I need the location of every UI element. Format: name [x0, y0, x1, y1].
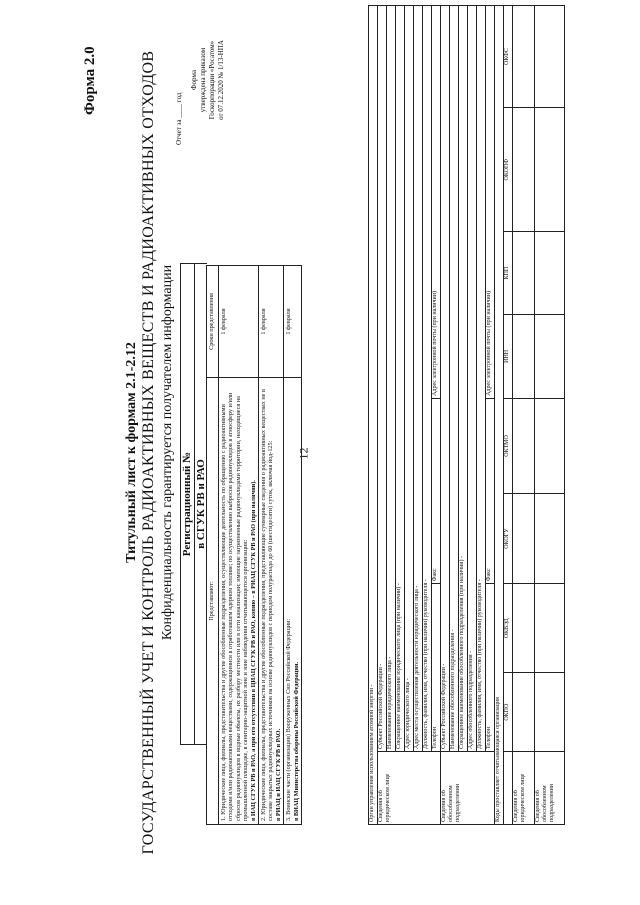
- approved-by: утверждена приказом: [199, 47, 207, 113]
- approval-block: [175, 15, 226, 145]
- subdivision-label: Сведения об обособленном подразделении: [441, 752, 495, 825]
- code-okfs: ОКФС: [504, 6, 513, 108]
- legal-row: Адрес юридического лица -: [405, 6, 414, 752]
- title-line-1: Титульный лист к формам 2.1-2.12: [124, 342, 139, 563]
- code-cell[interactable]: [535, 494, 565, 584]
- code-kpp: КПП: [504, 232, 513, 315]
- page-number: 12: [296, 447, 311, 460]
- row-1-sub: в ИАЦ СГУК РВ и РАО, а при его отсутствии в ЦИАЦ СГУК РВ и РАО, копию – в РИАЦ СГУК РВ и РАО (при наличии).: [249, 480, 257, 821]
- col-submitters-header: Представляют:: [207, 378, 219, 825]
- table-row: [259, 266, 284, 825]
- codes-sub-label: Сведения об обособленном подразделении: [535, 752, 565, 825]
- row-3-sub: в ВИАЦ Министерства обороны Российской Федерации.: [292, 661, 300, 821]
- code-cell[interactable]: [535, 6, 565, 108]
- code-cell[interactable]: [535, 398, 565, 493]
- code-cell[interactable]: [513, 232, 535, 315]
- code-cell[interactable]: [513, 398, 535, 493]
- code-cell[interactable]: [513, 584, 535, 673]
- sub-row: Должность, фамилия, имя, отчество (при наличии) руководителя -: [477, 6, 486, 752]
- row-3-text: 3. Воинские части (организации) Вооруженных Сил Российской Федерации:: [285, 618, 293, 821]
- table-row: [284, 266, 302, 825]
- legal-row: Субъект Российской Федерации -: [378, 6, 387, 752]
- row-2-deadline: 1 февраля: [259, 266, 284, 378]
- sub-row: Сокращенное наименование обособленного подразделения (при наличии) -: [459, 6, 468, 752]
- organization-table: [368, 5, 565, 825]
- legal-entity-label: Сведения об юридическом лице: [378, 752, 441, 825]
- codes-corner: [504, 752, 513, 825]
- organ-row: Орган управления использованием атомной энергии -: [369, 6, 378, 825]
- code-okogu: ОКОГУ: [504, 494, 513, 584]
- code-cell[interactable]: [535, 108, 565, 232]
- approval-date: от 07.12.2020 № 1/13-НПА: [217, 40, 225, 120]
- sub-fax: Факс: [486, 398, 495, 583]
- legal-row: Наименование юридического лица -: [387, 6, 396, 752]
- form-word: Форма: [190, 70, 198, 90]
- code-okpo: ОКПО: [504, 673, 513, 752]
- code-okved: ОКВЭД: [504, 584, 513, 673]
- title-line-2: ГОСУДАРСТВЕННЫЙ УЧЕТ И КОНТРОЛЬ РАДИОАКТИВНЫХ ВЕЩЕСТВ И РАДИОАКТИВНЫХ ОТХОДОВ: [140, 50, 157, 855]
- code-cell[interactable]: [535, 232, 565, 315]
- codes-label: Коды проставляет отчитывающаяся организация: [495, 6, 504, 825]
- col-deadline-header: Сроки представления: [207, 266, 219, 378]
- sub-phone: Телефон: [486, 584, 495, 752]
- legal-row: Адрес места осуществления деятельности юридического лица -: [414, 6, 423, 752]
- registration-label: Регистрационный №: [181, 264, 195, 744]
- code-cell[interactable]: [513, 6, 535, 108]
- table-row: [219, 266, 259, 825]
- legal-row: Должность, фамилия, имя, отчество (при наличии) руководителя -: [423, 6, 432, 752]
- codes-legal-label: Сведения об юридическом лице: [513, 752, 535, 825]
- legal-phone: Телефон: [432, 584, 441, 752]
- code-cell[interactable]: [535, 673, 565, 752]
- code-cell[interactable]: [535, 314, 565, 398]
- legal-email: Адрес электронной почты (при наличии): [432, 6, 441, 399]
- sub-row: Субъект Российской Федерации -: [441, 6, 450, 752]
- row-2-text: 2. Юридические лица, филиалы, представительства и другие обособленные подразделения, представляющие суммарные сведения о радиоактивных веществах не в составе закрытых радионуклидных источников на основе радионуклидов с периодом полураспада до 60 (шестидесяти) суток, включая йод-125:: [260, 389, 275, 821]
- form-label: Форма 2.0: [82, 46, 98, 115]
- code-cell[interactable]: [513, 494, 535, 584]
- registration-header: [180, 263, 207, 745]
- approving-org: Госкорпорации «Росатом»: [208, 40, 216, 120]
- code-cell[interactable]: [535, 584, 565, 673]
- legal-fax: Факс: [432, 398, 441, 583]
- registration-sub: в СГУК РВ и РАО: [195, 459, 207, 549]
- report-year: Отчет за ____ год: [175, 92, 183, 145]
- code-cell[interactable]: [513, 108, 535, 232]
- code-inn: ИНН: [504, 314, 513, 398]
- sub-row: Наименование обособленного подразделения -: [450, 6, 459, 752]
- code-oktmo: ОКТМО: [504, 398, 513, 493]
- code-cell[interactable]: [513, 314, 535, 398]
- sub-row: Адрес обособленного подразделения -: [468, 6, 477, 752]
- title-line-3: Конфиденциальность гарантируется получателем информации: [160, 264, 175, 641]
- code-okopf: ОКОПФ: [504, 108, 513, 232]
- row-1-deadline: 1 февраля: [219, 266, 259, 378]
- row-3-deadline: 1 февраля: [284, 266, 302, 378]
- submitters-table: [206, 265, 302, 825]
- sub-email: Адрес электронной почты (при наличии): [486, 6, 495, 399]
- row-1-text: 1. Юридические лица, филиалы, представительства и другие обособленные подразделения, осуществляющие деятельность по обращению с радиоактивными отходами и/или радиоактивными веществами, содержащимися в отработавшем ядерном топливе; по осуществлению выбросов радионуклидов в атмосферу и/или сбросов радионуклидов в водные объекты, их разбору местности или в сети канализации; имеющие загрязненные радионуклидами территории, находящиеся на промышленной площадке, в санитарно-защитной зоне и зоне наблюдения отчитывающегося организации:: [220, 392, 250, 821]
- row-2-sub: в РИАЦ и ИАЦ СГУК РВ и РАО.: [274, 728, 282, 821]
- code-cell[interactable]: [513, 673, 535, 752]
- legal-row: Сокращенное наименование юридического лица (при наличии) -: [396, 6, 405, 752]
